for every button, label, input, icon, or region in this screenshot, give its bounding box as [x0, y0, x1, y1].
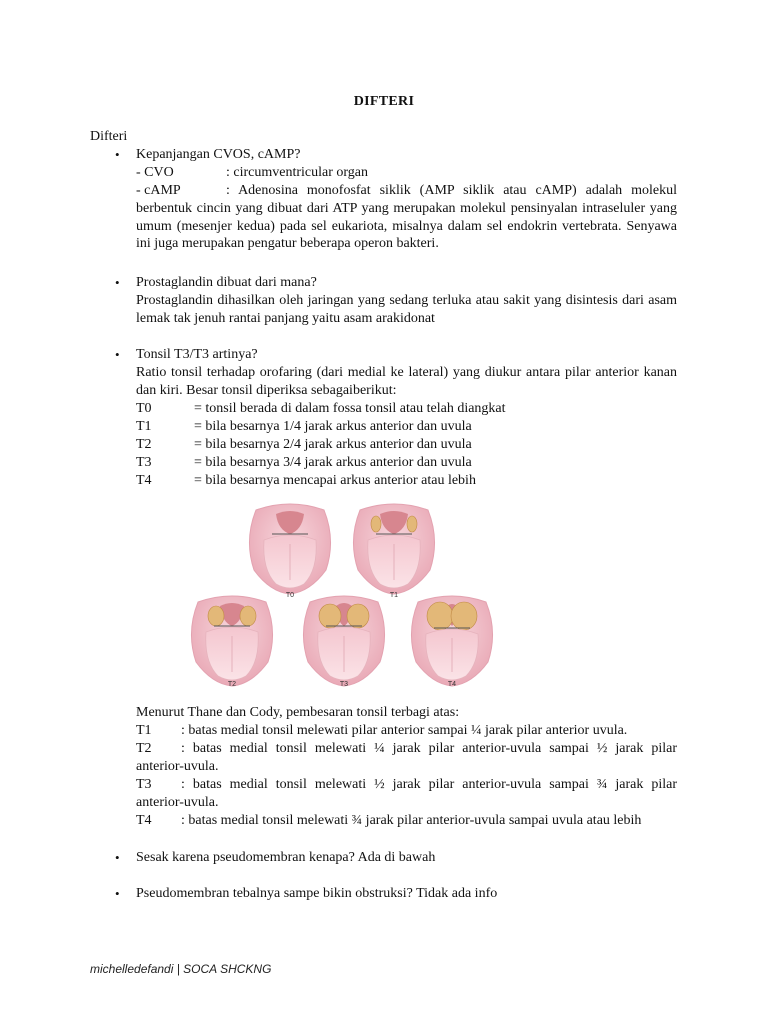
- thane-text: : batas medial tonsil melewati ½ jarak pilar anterior-uvula sampai ¾ jarak pilar: [181, 777, 677, 792]
- thane-code: T3: [136, 777, 152, 792]
- grade-text: = bila besarnya 1/4 jarak arkus anterior dan uvula: [194, 419, 472, 434]
- question-tonsil: Tonsil T3/T3 artinya?: [136, 347, 258, 362]
- camp-definition-body: berbentuk cincin yang dibuat dari ATP yang merupakan molekul pensinyalan intraseluler yang umum (mesenjer kedua) pada sel eukariota, misalnya dalam sel endokrin vertebrata. Senyawa ini juga merupakan pengatur beberapa operon bakteri.: [136, 201, 677, 252]
- thane-text: : batas medial tonsil melewati ¼ jarak pilar anterior-uvula sampai ½ jarak pilar: [181, 741, 677, 756]
- grade-row: [136, 436, 676, 454]
- figure-label-t4: T4: [447, 681, 457, 688]
- tonsil-t1-figure: [353, 504, 434, 594]
- tonsil-t0-figure: [249, 504, 330, 594]
- grade-text: = bila besarnya 3/4 jarak arkus anterior dan uvula: [194, 455, 472, 470]
- grade-row: [136, 454, 676, 472]
- grade-text: = tonsil berada di dalam fossa tonsil atau telah diangkat: [194, 401, 506, 416]
- question-pseudomembran: Pseudomembran tebalnya sampe bikin obstruksi? Tidak ada info: [136, 886, 498, 901]
- grade-code: T3: [136, 455, 152, 470]
- thane-cody-intro: Menurut Thane dan Cody, pembesaran tonsil terbagi atas:: [136, 705, 460, 720]
- question-sesak: Sesak karena pseudomembran kenapa? Ada di bawah: [136, 850, 436, 865]
- figure-label-t3: T3: [339, 681, 349, 688]
- thane-text: : batas medial tonsil melewati pilar anterior sampai ¼ jarak pilar anterior uvula.: [181, 723, 628, 738]
- thane-code: T4: [136, 813, 152, 828]
- question-cvos-camp: Kepanjangan CVOS, cAMP?: [136, 147, 301, 162]
- grade-code: T2: [136, 437, 152, 452]
- thane-code: T2: [136, 741, 152, 756]
- tonsil-t4-figure: [411, 596, 492, 686]
- thane-row: [136, 812, 677, 830]
- figure-label-t2: T2: [227, 681, 237, 688]
- page-title: DIFTERI: [353, 94, 415, 109]
- camp-term: - cAMP: [136, 183, 181, 198]
- camp-definition-first: : Adenosina monofosfat siklik (AMP siklik atau cAMP) adalah molekul: [226, 183, 677, 198]
- answer-prostaglandin: Prostaglandin dihasilkan oleh jaringan yang sedang terluka atau sakit yang disintesis dari asam lemak tak jenuh rantai panjang yaitu asam arakidonat: [136, 293, 677, 326]
- grade-row: [136, 418, 676, 436]
- page-footer: michelledefandi | SOCA SHCKNG: [90, 962, 272, 976]
- figure-label-t1: T1: [389, 592, 399, 599]
- grade-code: T4: [136, 473, 152, 488]
- thane-continuation: anterior-uvula.: [136, 759, 219, 774]
- answer-tonsil: Ratio tonsil terhadap orofaring (dari medial ke lateral) yang diukur antara pilar anterior kanan dan kiri. Besar tonsil diperiksa sebagaiberikut:: [136, 365, 677, 398]
- grade-text: = bila besarnya mencapai arkus anterior atau lebih: [194, 473, 476, 488]
- tonsil-t2-figure: [191, 596, 272, 686]
- grade-code: T1: [136, 419, 152, 434]
- bullet-icon: •: [115, 347, 120, 362]
- thane-row: [136, 776, 677, 794]
- thane-row: [136, 722, 677, 740]
- bullet-icon: •: [115, 850, 120, 865]
- question-prostaglandin: Prostaglandin dibuat dari mana?: [136, 275, 317, 290]
- tonsil-grading-illustration: [190, 500, 500, 688]
- thane-continuation: anterior-uvula.: [136, 795, 219, 810]
- bullet-icon: •: [115, 275, 120, 290]
- figure-label-t0: T0: [285, 592, 295, 599]
- grade-row: [136, 472, 676, 490]
- cvo-term: - CVO: [136, 165, 174, 180]
- thane-code: T1: [136, 723, 152, 738]
- cvo-definition: : circumventricular organ: [226, 165, 369, 180]
- bullet-icon: •: [115, 886, 120, 901]
- section-heading: Difteri: [90, 129, 128, 144]
- tonsil-t3-figure: [303, 596, 384, 686]
- thane-row: [136, 740, 677, 758]
- thane-text: : batas medial tonsil melewati ¾ jarak pilar anterior-uvula sampai uvula atau lebih: [181, 813, 642, 828]
- grade-code: T0: [136, 401, 152, 416]
- grade-row: [136, 400, 676, 418]
- grade-text: = bila besarnya 2/4 jarak arkus anterior dan uvula: [194, 437, 472, 452]
- bullet-icon: •: [115, 147, 120, 162]
